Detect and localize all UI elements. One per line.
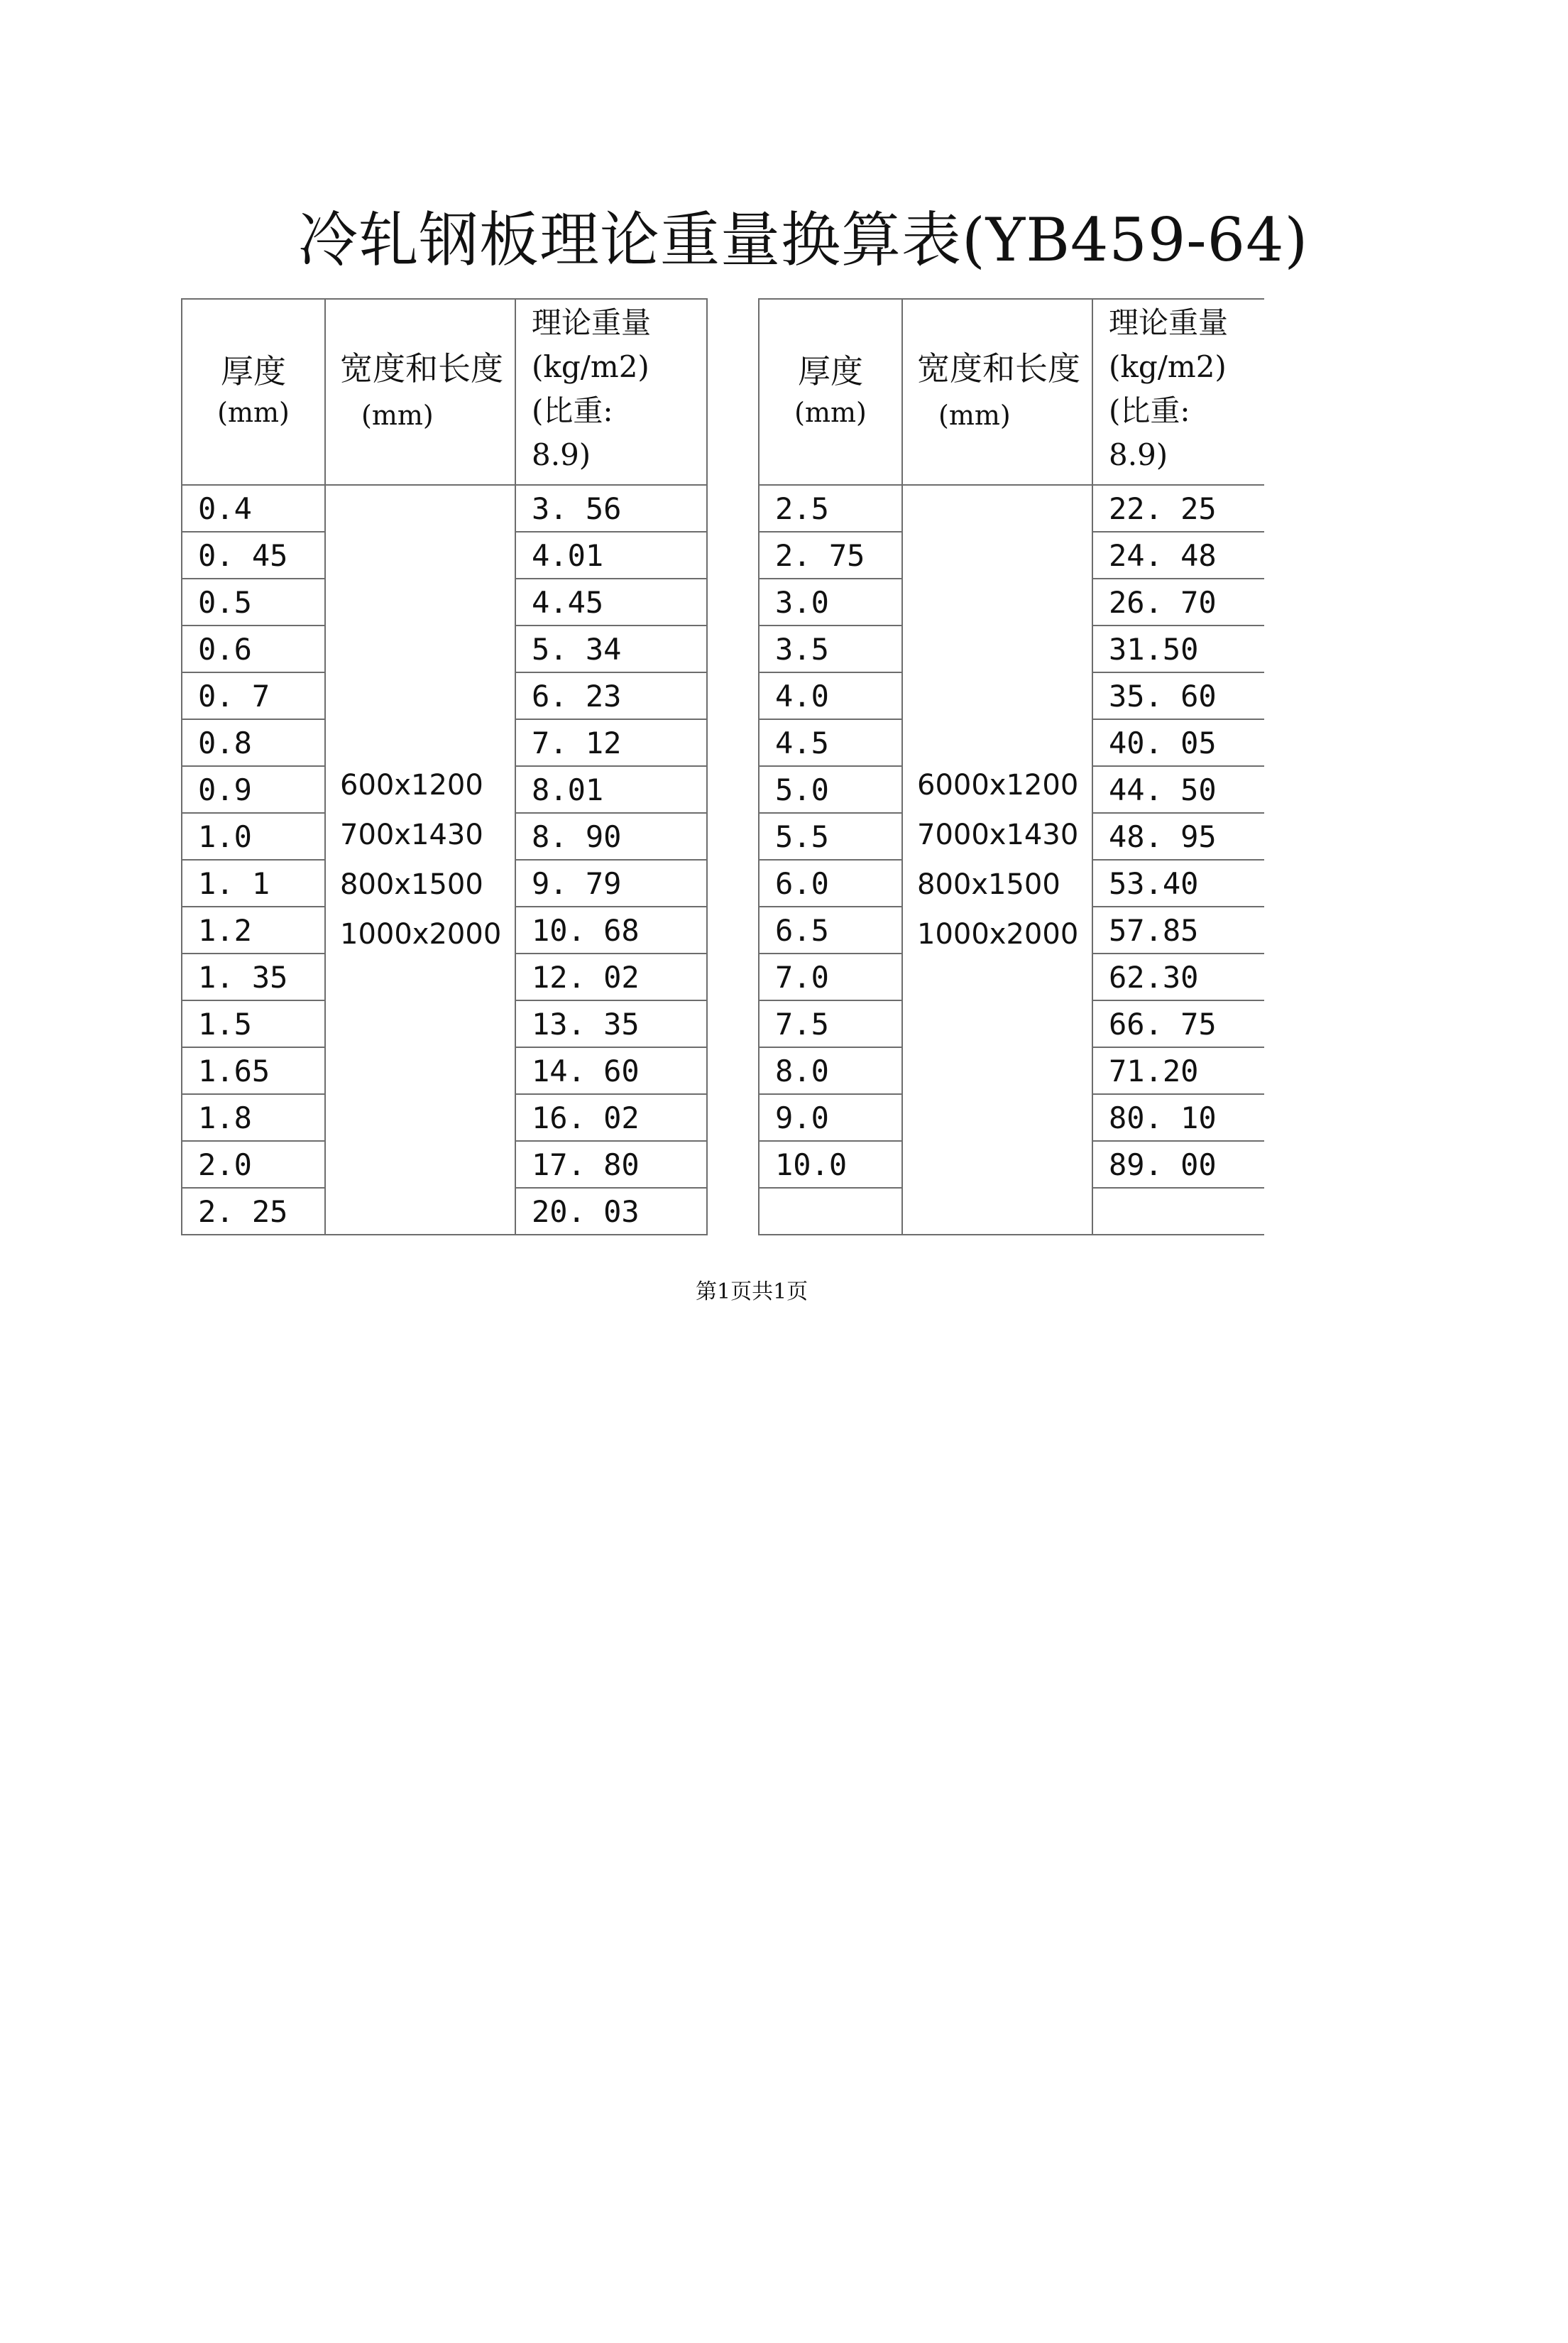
weight-cell: 22. 25 xyxy=(1092,485,1264,532)
weight-cell: 9. 79 xyxy=(515,860,707,907)
weight-header-line4: 8.9) xyxy=(1109,437,1168,472)
thickness-cell: 3.5 xyxy=(759,626,902,672)
weight-cell: 4.01 xyxy=(515,532,707,579)
weight-cell: 24. 48 xyxy=(1092,532,1264,579)
thickness-cell: 2.5 xyxy=(759,485,902,532)
weight-header-line1: 理论重量 xyxy=(532,305,652,340)
weight-header xyxy=(1092,299,1264,485)
thickness-cell: 6.5 xyxy=(759,907,902,954)
thickness-cell: 2.0 xyxy=(182,1141,325,1188)
weight-cell: 13. 35 xyxy=(515,1000,707,1047)
thickness-cell: 10.0 xyxy=(759,1141,902,1188)
size-header xyxy=(902,299,1092,485)
weight-cell: 31.50 xyxy=(1092,626,1264,672)
thickness-cell xyxy=(759,1188,902,1235)
weight-cell: 89. 00 xyxy=(1092,1141,1264,1188)
size-header xyxy=(325,299,515,485)
weight-cell: 8. 90 xyxy=(515,813,707,860)
weight-cell: 10. 68 xyxy=(515,907,707,954)
size-header-label: 宽度和长度 xyxy=(340,349,503,388)
weight-cell: 5. 34 xyxy=(515,626,707,672)
thickness-header-label: 厚度 xyxy=(221,352,286,390)
weight-cell: 62.30 xyxy=(1092,954,1264,1000)
size-header-label: 宽度和长度 xyxy=(917,349,1080,388)
weight-cell: 20. 03 xyxy=(515,1188,707,1235)
thickness-cell: 5.5 xyxy=(759,813,902,860)
weight-cell xyxy=(1092,1188,1264,1235)
weight-cell: 16. 02 xyxy=(515,1094,707,1141)
weight-cell: 48. 95 xyxy=(1092,813,1264,860)
weight-header-line2: (kg/m2) xyxy=(532,349,649,384)
weight-cell: 44. 50 xyxy=(1092,766,1264,813)
thickness-header-unit: (mm) xyxy=(794,397,867,428)
weight-header-line3: (比重: xyxy=(532,393,613,428)
size-value: 700x1430 xyxy=(340,819,483,851)
weight-cell: 71.20 xyxy=(1092,1047,1264,1094)
thickness-header xyxy=(759,299,902,485)
thickness-cell: 3.0 xyxy=(759,579,902,626)
table-header-row xyxy=(182,299,707,485)
thickness-cell: 8.0 xyxy=(759,1047,902,1094)
thickness-cell: 4.5 xyxy=(759,719,902,766)
weight-cell: 4.45 xyxy=(515,579,707,626)
thickness-cell: 1.2 xyxy=(182,907,325,954)
weight-cell: 35. 60 xyxy=(1092,672,1264,719)
thickness-cell: 1.65 xyxy=(182,1047,325,1094)
size-cell xyxy=(902,485,1092,1235)
thickness-header-unit: (mm) xyxy=(217,397,290,428)
weight-cell: 80. 10 xyxy=(1092,1094,1264,1141)
size-value: 800x1500 xyxy=(340,868,483,901)
size-value: 800x1500 xyxy=(917,868,1060,901)
weight-cell: 12. 02 xyxy=(515,954,707,1000)
thickness-cell: 5.0 xyxy=(759,766,902,813)
thickness-cell: 7.5 xyxy=(759,1000,902,1047)
thickness-cell: 1.5 xyxy=(182,1000,325,1047)
thickness-cell: 4.0 xyxy=(759,672,902,719)
thickness-cell: 1. 1 xyxy=(182,860,325,907)
page-title: 冷轧钢板理论重量换算表(YB459-64) xyxy=(298,205,1309,275)
size-value: 600x1200 xyxy=(340,769,483,802)
weight-header xyxy=(515,299,707,485)
thickness-cell: 0. 7 xyxy=(182,672,325,719)
thickness-header-label: 厚度 xyxy=(798,352,863,390)
weight-cell: 40. 05 xyxy=(1092,719,1264,766)
thickness-cell: 1.0 xyxy=(182,813,325,860)
weight-header-line2: (kg/m2) xyxy=(1109,349,1227,384)
thickness-cell: 1.8 xyxy=(182,1094,325,1141)
weight-cell: 14. 60 xyxy=(515,1047,707,1094)
weight-cell: 26. 70 xyxy=(1092,579,1264,626)
size-value: 1000x2000 xyxy=(340,918,502,951)
weight-cell: 57.85 xyxy=(1092,907,1264,954)
weight-header-line4: 8.9) xyxy=(532,437,591,472)
thickness-cell: 7.0 xyxy=(759,954,902,1000)
weight-cell: 17. 80 xyxy=(515,1141,707,1188)
size-value: 6000x1200 xyxy=(917,769,1079,802)
thickness-cell: 0.6 xyxy=(182,626,325,672)
size-value: 1000x2000 xyxy=(917,918,1079,951)
thickness-cell: 0.8 xyxy=(182,719,325,766)
thickness-cell: 2. 75 xyxy=(759,532,902,579)
size-cell xyxy=(325,485,515,1235)
size-value: 7000x1430 xyxy=(917,819,1079,851)
weight-cell: 6. 23 xyxy=(515,672,707,719)
thickness-cell: 9.0 xyxy=(759,1094,902,1141)
page-footer: 第1页共1页 xyxy=(696,1279,808,1304)
weight-cell: 53.40 xyxy=(1092,860,1264,907)
table-row xyxy=(182,485,707,532)
thickness-cell: 0.5 xyxy=(182,579,325,626)
table-header-row xyxy=(759,299,1264,485)
right-weight-table xyxy=(758,298,1264,1235)
weight-header-line1: 理论重量 xyxy=(1109,305,1229,340)
thickness-cell: 0. 45 xyxy=(182,532,325,579)
size-header-unit: (mm) xyxy=(361,400,434,431)
weight-header-line3: (比重: xyxy=(1109,393,1190,428)
thickness-cell: 1. 35 xyxy=(182,954,325,1000)
weight-cell: 7. 12 xyxy=(515,719,707,766)
weight-cell: 8.01 xyxy=(515,766,707,813)
left-weight-table xyxy=(181,298,708,1235)
thickness-cell: 2. 25 xyxy=(182,1188,325,1235)
thickness-header xyxy=(182,299,325,485)
thickness-cell: 0.4 xyxy=(182,485,325,532)
thickness-cell: 0.9 xyxy=(182,766,325,813)
table-row xyxy=(759,485,1264,532)
thickness-cell: 6.0 xyxy=(759,860,902,907)
weight-cell: 66. 75 xyxy=(1092,1000,1264,1047)
weight-cell: 3. 56 xyxy=(515,485,707,532)
size-header-unit: (mm) xyxy=(938,400,1011,431)
